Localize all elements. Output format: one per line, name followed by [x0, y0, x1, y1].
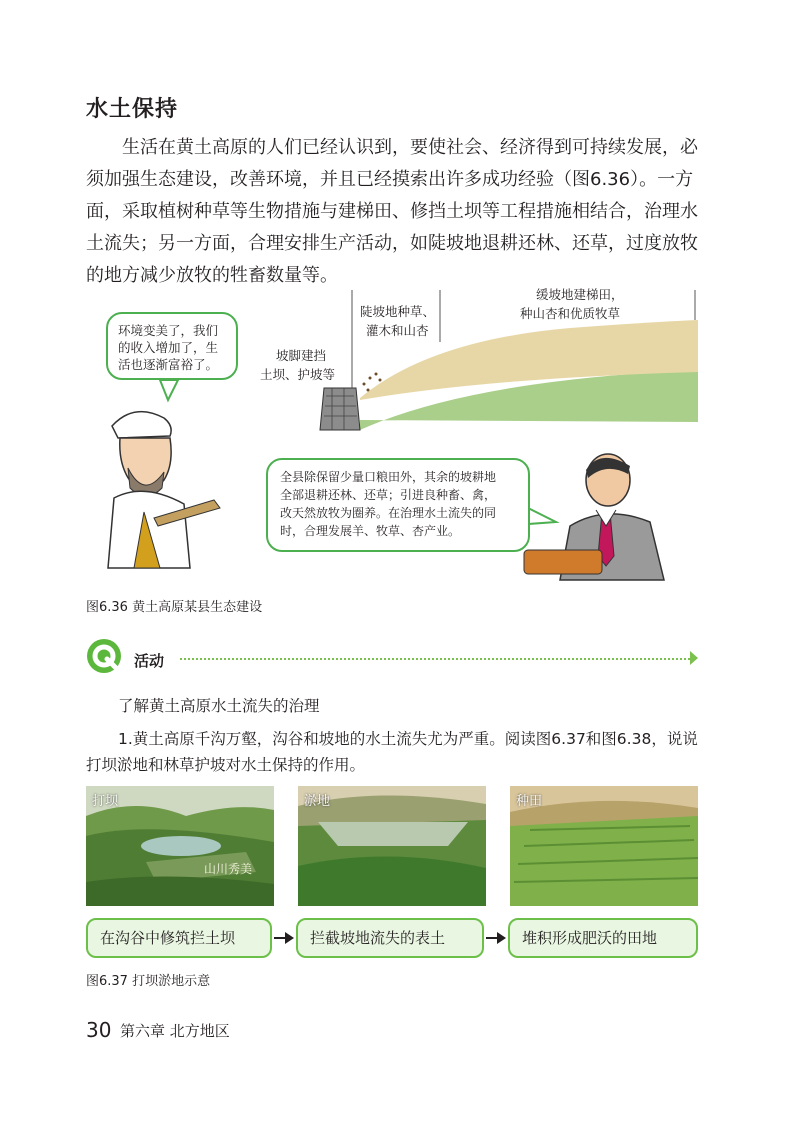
figure-caption: 图6.37 打坝淤地示意 — [86, 974, 211, 989]
label-line: 坡脚建挡 — [276, 348, 327, 363]
bubble-line: 全部退耕还林、还草；引进良种畜、禽， — [280, 488, 497, 502]
question-line: 打坝淤地和林草护坡对水土保持的作用。 — [86, 756, 366, 774]
photo-silt — [298, 786, 486, 906]
paragraph-line: 生活在黄土高原的人们已经认识到，要使社会、经济得到可持续发展，必 — [122, 137, 698, 158]
paragraph-line: 面，采取植树种草等生物措施与建梯田、修挡土坝等工程措施相结合，治理水 — [86, 201, 698, 222]
photo-tag: 打坝 — [92, 794, 119, 809]
page-number: 30 — [86, 1018, 112, 1042]
flow-step-3: 堆积形成肥沃的田地 — [508, 918, 698, 958]
photo-dam — [86, 786, 274, 906]
flow-step-2: 拦截坡地流失的表土 — [296, 918, 484, 958]
flow-arrow-icon — [274, 937, 292, 939]
dam-sign-text: 山川秀美 — [204, 862, 253, 876]
photo-farmland — [510, 786, 698, 906]
activity-arrow-icon — [690, 651, 698, 665]
steep-slope-label — [360, 302, 435, 340]
photo-tag: 淤地 — [304, 794, 331, 809]
bubble-line: 的收入增加了，生 — [118, 340, 219, 355]
slope-foot-label — [260, 346, 335, 384]
activity-subtitle: 了解黄土高原水土流失的治理 — [118, 697, 320, 715]
activity-icon — [86, 638, 122, 674]
bubble-line: 时，合理发展羊、牧草、杏产业。 — [280, 524, 461, 538]
paragraph-line: 土流失；另一方面，合理安排生产活动，如陡坡地退耕还林、还草，过度放牧 — [86, 233, 698, 254]
bubble-line: 改天然放牧为圈养。在治理水土流失的同 — [280, 506, 497, 520]
bubble-line: 环境变美了，我们 — [118, 323, 219, 338]
section-title: 水土保持 — [86, 97, 179, 122]
activity-dotted-line — [180, 658, 690, 660]
photo-tag: 种田 — [516, 794, 543, 809]
desk-folder — [524, 550, 602, 574]
gentle-slope-label — [520, 285, 624, 323]
farmer-speech-bubble — [106, 312, 238, 380]
paragraph-line: 的地方减少放牧的牲畜数量等。 — [86, 265, 338, 286]
body-paragraph — [86, 132, 714, 292]
bubble-tail — [528, 508, 556, 524]
bubble-tail — [160, 380, 178, 400]
label-line: 灌木和山杏 — [366, 323, 429, 338]
label-line: 种山杏和优质牧草 — [520, 306, 621, 321]
activity-label: 活动 — [134, 652, 165, 670]
question-line: 1.黄土高原千沟万壑，沟谷和坡地的水土流失尤为严重。阅读图6.37和图6.38，说说 — [118, 730, 698, 748]
retaining-wall — [320, 388, 360, 430]
label-line: 陡坡地种草、 — [360, 304, 436, 319]
chapter-title: 第六章 北方地区 — [120, 1022, 230, 1040]
figure-ecological-construction — [70, 280, 730, 615]
figure-caption: 图6.36 黄土高原某县生态建设 — [86, 600, 263, 615]
label-line: 土坝、护坡等 — [260, 367, 336, 382]
label-line: 缓坡地建梯田， — [536, 287, 624, 302]
flow-arrow-icon — [486, 937, 504, 939]
bubble-line: 全县除保留少量口粮田外，其余的坡耕地 — [280, 470, 497, 484]
bubble-line: 活也逐渐富裕了。 — [118, 357, 219, 372]
flow-step-1: 在沟谷中修筑拦土坝 — [86, 918, 272, 958]
paragraph-line: 须加强生态建设，改善环境，并且已经摸索出许多成功经验（图6.36）。一方 — [86, 169, 694, 190]
farmer-figure — [108, 412, 220, 568]
activity-question — [86, 726, 708, 778]
official-speech-bubble — [266, 458, 530, 552]
